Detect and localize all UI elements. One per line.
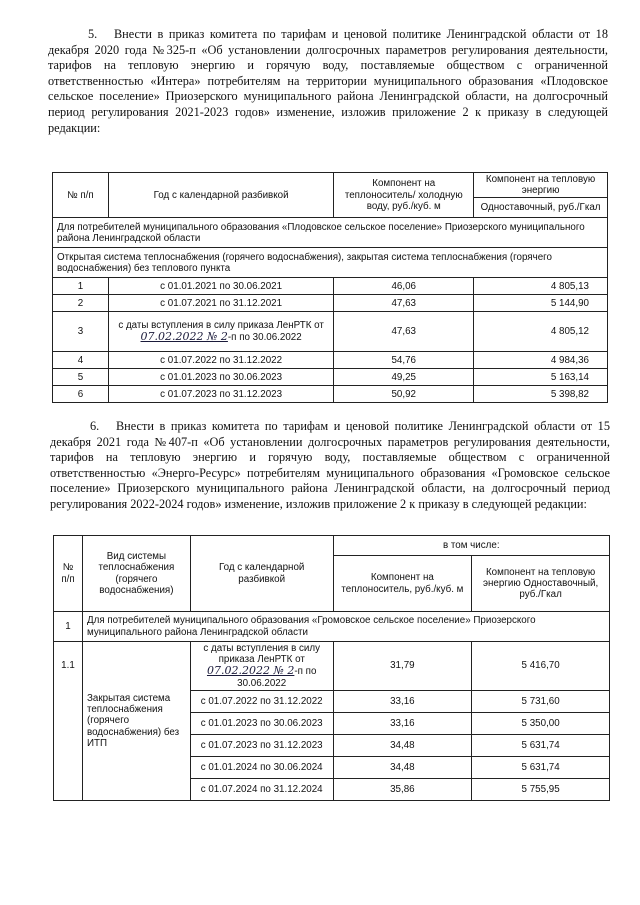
- header-year: Год с календарной разбивкой: [190, 536, 333, 612]
- system-row: Открытая система теплоснабжения (горячего водоснабжения), закрытая система теплоснабжения (горячего водоснабжения) без теплового пункта: [53, 248, 608, 278]
- row-period: с 01.07.2024 по 31.12.2024: [190, 778, 333, 800]
- paragraph-5-number: 5.: [88, 27, 98, 41]
- row-heat: 5 631,74: [472, 734, 610, 756]
- row-period: с 01.01.2023 по 30.06.2023: [108, 369, 333, 386]
- row-coolant: 46,06: [334, 278, 474, 295]
- table-row: [53, 295, 608, 312]
- paragraph-6-text: Внести в приказ комитета по тарифам и ценовой политике Ленинградской области от 15 декабря 2021 года №407-п «Об установлении долгосрочных параметров регулирования деятельности, тарифов на тепловую энергию и горячую воду, поставляемые обществом с ограниченной ответственностью «Энерго-Ресурс» потребителям муниципального образования «Громовское сельское поселение» Приозерского муниципального района Ленинградской области, на долгосрочный период регулирования 2022-2024 годов» изменение, изложив приложение 2 к приказу в следующей редакции:: [50, 419, 610, 511]
- row-heat: 5 163,14: [474, 369, 608, 386]
- consumers-row: Для потребителей муниципального образования «Громовское сельское поселение» Приозерского муниципального района Ленинградской области: [82, 612, 609, 642]
- row-coolant: 33,16: [333, 712, 472, 734]
- row-number: 3: [53, 312, 109, 352]
- header-coolant: Компонент на теплоноситель, руб./куб. м: [333, 556, 472, 612]
- period-text-end: -п по 30.06.2022: [227, 332, 302, 344]
- header-heat: Компонент на тепловую энергию: [474, 173, 608, 198]
- period-text: с даты вступления в силу приказа ЛенРТК от: [203, 643, 320, 666]
- table-row: [53, 369, 608, 386]
- row-heat: 5 416,70: [472, 642, 610, 691]
- row-number: 6: [53, 386, 109, 403]
- row-coolant: 34,48: [333, 734, 472, 756]
- row-coolant: 54,76: [334, 352, 474, 369]
- table-row: [53, 386, 608, 403]
- consumers-row: Для потребителей муниципального образования «Плодовское сельское поселение» Приозерского муниципального района Ленинградской области: [53, 218, 608, 248]
- period-text-end: -п по 30.06.2022: [237, 666, 317, 689]
- row-coolant: 35,86: [333, 778, 472, 800]
- row-heat: 5 631,74: [472, 756, 610, 778]
- header-year: Год с календарной разбивкой: [108, 173, 333, 218]
- row-coolant: 47,63: [334, 312, 474, 352]
- row-period: [108, 312, 333, 352]
- row-period: [190, 642, 333, 691]
- row-heat: 4 984,36: [474, 352, 608, 369]
- group-number: 1: [54, 612, 83, 642]
- tariff-table-plodovskoe: [52, 172, 608, 403]
- row-heat: 5 398,82: [474, 386, 608, 403]
- row-coolant: 50,92: [334, 386, 474, 403]
- row-period: с 01.07.2023 по 31.12.2023: [108, 386, 333, 403]
- handwritten-date: 07.02.2022 № 2: [140, 330, 228, 344]
- paragraph-5-text: Внести в приказ комитета по тарифам и ценовой политике Ленинградской области от 18 декабря 2020 года №325-п «Об установлении долгосрочных параметров регулирования деятельности, тарифов на тепловую энергию и горячую воду, поставляемые обществом с ограниченной ответственностью «Интера» потребителям на территории муниципального образования «Плодовское сельское поселение» Приозерского муниципального района Ленинградской области, на долгосрочный период регулирования 2021-2023 годов» изменение, изложив приложение 2 к приказу в следующей редакции:: [48, 27, 608, 135]
- sub-number: 1.1: [54, 642, 83, 801]
- row-period: с 01.07.2022 по 31.12.2022: [190, 690, 333, 712]
- header-number: № п/п: [54, 536, 83, 612]
- period-text: с даты вступления в силу приказа ЛенРТК от: [118, 320, 324, 332]
- header-heat: Компонент на тепловую энергию Одноставочный, руб./Гкал: [472, 556, 610, 612]
- header-including: в том числе:: [333, 536, 609, 556]
- row-heat: 4 805,12: [474, 312, 608, 352]
- system-cell: Закрытая система теплоснабжения (горячего водоснабжения) без ИТП: [82, 642, 190, 801]
- row-coolant: 31,79: [333, 642, 472, 691]
- table-row: [53, 352, 608, 369]
- row-heat: 5 144,90: [474, 295, 608, 312]
- row-heat: 5 731,60: [472, 690, 610, 712]
- tariff-table-gromovskoe: [53, 535, 610, 801]
- row-period: с 01.01.2024 по 30.06.2024: [190, 756, 333, 778]
- paragraph-6: [50, 419, 610, 513]
- paragraph-5: [48, 27, 608, 136]
- row-number: 4: [53, 352, 109, 369]
- row-period: с 01.01.2021 по 30.06.2021: [108, 278, 333, 295]
- header-heat-sub: Одноставочный, руб./Гкал: [474, 198, 608, 218]
- row-heat: 4 805,13: [474, 278, 608, 295]
- table-row: [53, 312, 608, 352]
- row-period: с 01.01.2023 по 30.06.2023: [190, 712, 333, 734]
- row-heat: 5 350,00: [472, 712, 610, 734]
- table-row: [53, 278, 608, 295]
- row-number: 2: [53, 295, 109, 312]
- header-coolant: Компонент на теплоноситель/ холодную воду, руб./куб. м: [334, 173, 474, 218]
- row-coolant: 34,48: [333, 756, 472, 778]
- row-heat: 5 755,95: [472, 778, 610, 800]
- table-row: [54, 642, 610, 691]
- handwritten-date: 07.02.2022 № 2: [206, 664, 295, 678]
- row-period: с 01.07.2023 по 31.12.2023: [190, 734, 333, 756]
- row-coolant: 49,25: [334, 369, 474, 386]
- row-period: с 01.07.2022 по 31.12.2022: [108, 352, 333, 369]
- row-number: 1: [53, 278, 109, 295]
- row-coolant: 47,63: [334, 295, 474, 312]
- row-coolant: 33,16: [333, 690, 472, 712]
- row-number: 5: [53, 369, 109, 386]
- row-period: с 01.07.2021 по 31.12.2021: [108, 295, 333, 312]
- header-system: Вид системы теплоснабжения (горячего водоснабжения): [82, 536, 190, 612]
- paragraph-6-number: 6.: [90, 419, 100, 433]
- header-number: № п/п: [53, 173, 109, 218]
